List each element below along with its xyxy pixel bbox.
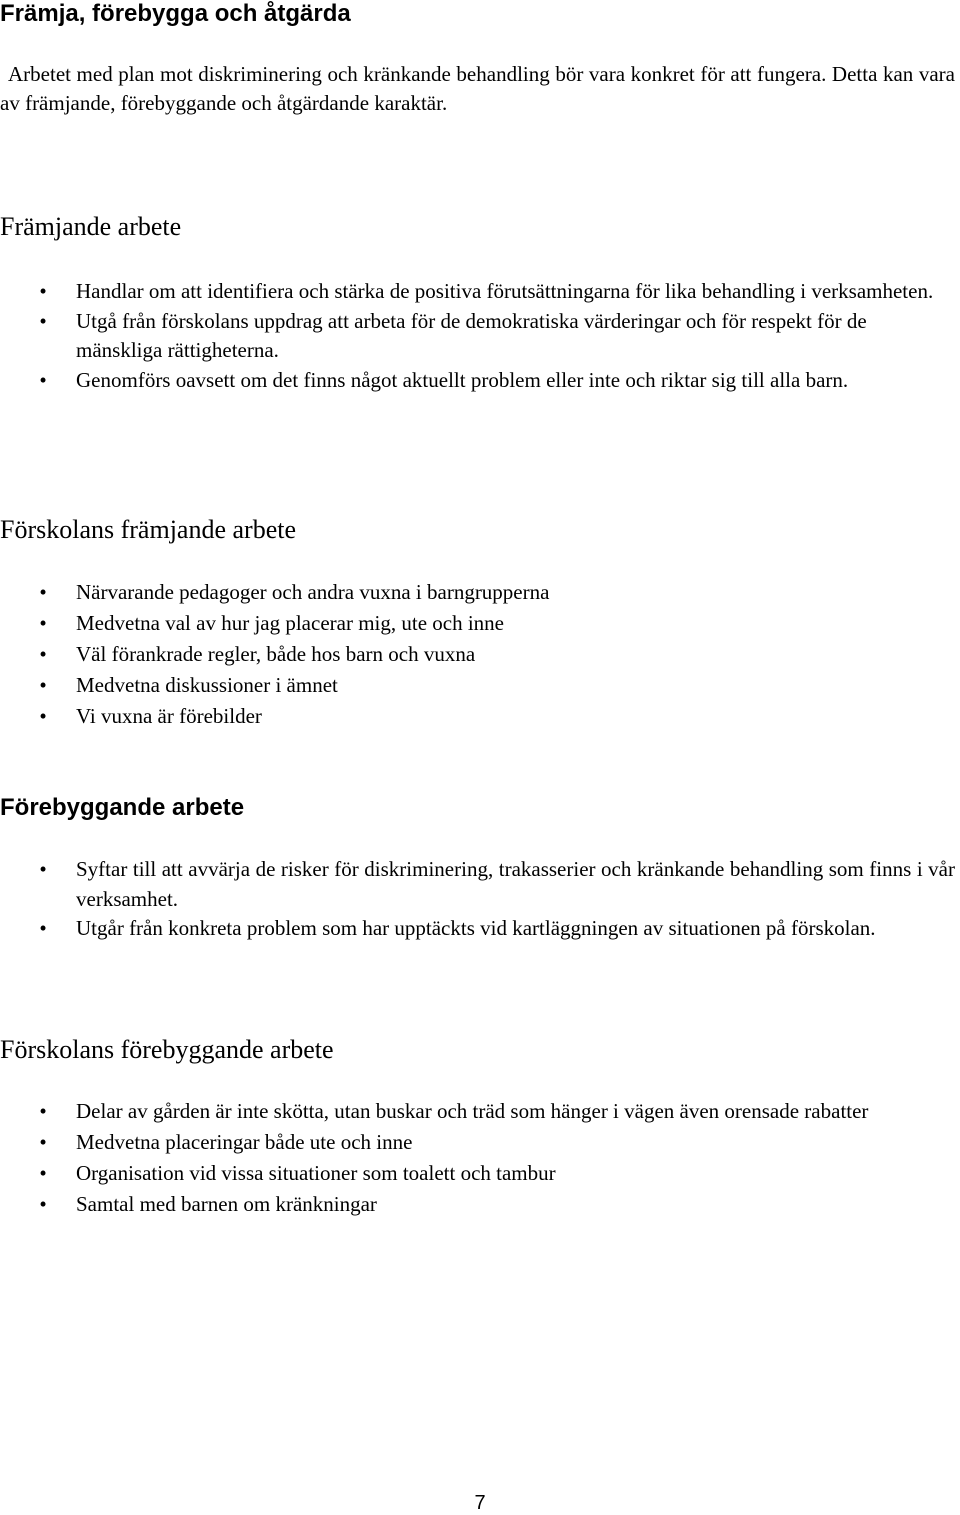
bullet-icon: •: [39, 611, 47, 635]
list-item: • Väl förankrade regler, både hos barn och vuxna: [0, 640, 955, 670]
page-number: 7: [474, 1492, 486, 1514]
list-item: • Närvarande pedagoger och andra vuxna i barngrupperna: [0, 578, 955, 608]
bullet-list-forskolans-framjande: [0, 578, 955, 733]
list-item: • Vi vuxna är förebilder: [0, 702, 955, 732]
bullet-icon: •: [39, 279, 47, 303]
bullet-icon: •: [39, 1130, 47, 1154]
section-heading-forskolans-forebyggande: Förskolans förebyggande arbete: [0, 1035, 334, 1064]
list-item: • Genomförs oavsett om det finns något aktuellt problem eller inte och riktar sig till alla barn.: [0, 366, 955, 396]
bullet-list-framjande: [0, 277, 955, 395]
list-item: • Medvetna val av hur jag placerar mig, ute och inne: [0, 609, 955, 639]
list-item: • Organisation vid vissa situationer som toalett och tambur: [0, 1159, 955, 1189]
list-item: • Handlar om att identifiera och stärka de positiva förutsättningarna för lika behandling i verksamheten.: [0, 277, 955, 307]
bullet-icon: •: [39, 642, 47, 666]
bullet-icon: •: [39, 1192, 47, 1216]
list-item: • Utgå från förskolans uppdrag att arbeta för de demokratiska värderingar och för respekt för de mänskliga rättigheterna.: [39, 308, 867, 362]
list-item: • Medvetna diskussioner i ämnet: [0, 671, 955, 701]
bullet-icon: •: [39, 367, 47, 392]
list-item: • Samtal med barnen om kränkningar: [0, 1190, 955, 1220]
bullet-icon: •: [39, 1161, 47, 1185]
list-item: • Syftar till att avvärja de risker för diskriminering, trakasserier och kränkande behandling som finns i vår verksamhet.: [39, 857, 955, 911]
section-heading-forskolans-framjande: Förskolans främjande arbete: [0, 515, 297, 544]
section-heading-framjande: Främjande arbete: [0, 212, 182, 241]
bullet-list-forskolans-forebyggande: [0, 1097, 955, 1221]
bullet-icon: •: [39, 580, 47, 604]
bullet-icon: •: [39, 916, 47, 940]
bullet-list-forebyggande: [0, 855, 955, 944]
list-item: • Medvetna placeringar både ute och inne: [0, 1128, 955, 1158]
page-title: Främja, förebygga och åtgärda: [0, 0, 351, 27]
bullet-icon: •: [39, 704, 47, 728]
bullet-icon: •: [39, 857, 47, 881]
list-item: • Utgår från konkreta problem som har upptäckts vid kartläggningen av situationen på förskolan.: [0, 914, 955, 944]
bullet-icon: •: [39, 308, 47, 333]
intro-paragraph: Arbetet med plan mot diskriminering och kränkande behandling bör vara konkret för att fungera. Detta kan vara av främjande, förebyggande och åtgärdande karaktär.: [0, 62, 955, 115]
bullet-icon: •: [39, 1099, 47, 1123]
list-item: • Delar av gården är inte skötta, utan buskar och träd som hänger i vägen även orensade rabatter: [0, 1097, 955, 1127]
bullet-icon: •: [39, 673, 47, 697]
section-heading-forebyggande: Förebyggande arbete: [0, 794, 245, 821]
